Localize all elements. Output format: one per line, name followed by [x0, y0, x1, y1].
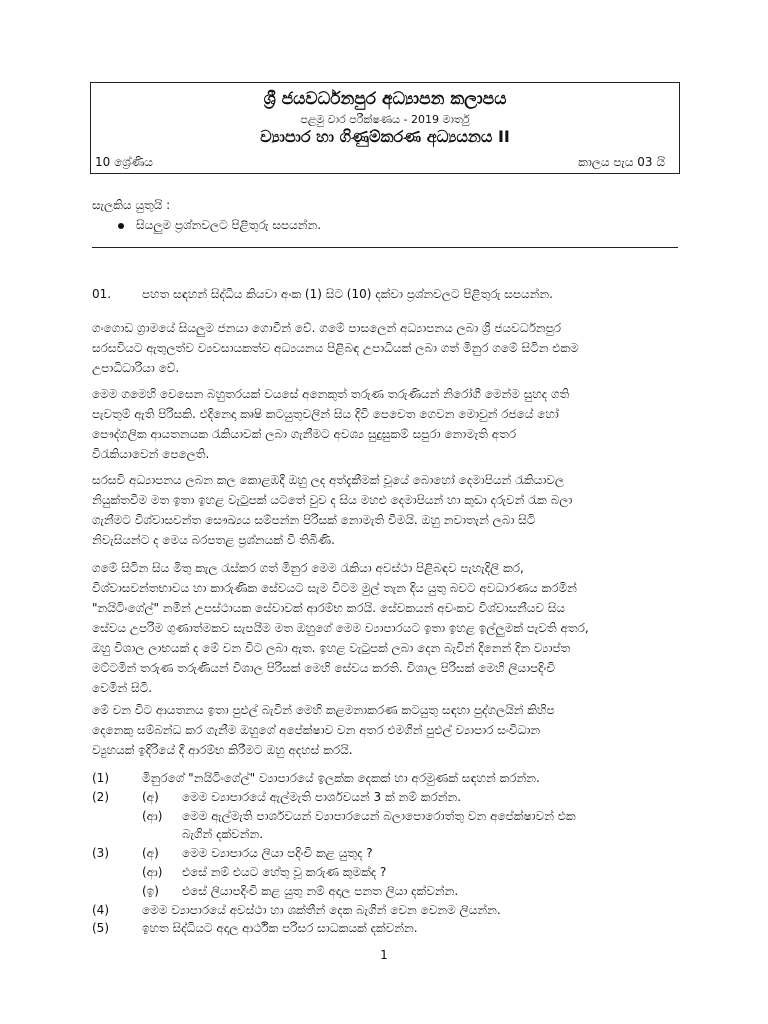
- paragraph-line: "නයිටිංගේල්" නමින් උපස්ථායක සේවාවක් ආරම්භ කරයි. සේවකයන් අවංකව විශ්වාසනීයව සිය: [92, 601, 566, 615]
- subquestion-part: (ඉ): [142, 884, 159, 898]
- subquestion-part: (අ): [142, 790, 159, 804]
- subquestion-text: මිනුරගේ "නයිටිංගේල්" ව්‍යාපාරයේ ඉලක්ක දෙකක් හා අරමුණක් සඳහන් කරන්න.: [142, 771, 540, 785]
- paragraph-line: සේවය උපරිම ගුණාත්මකව සැපයීම මත ඔහුගේ මෙම ව්‍යාපාරයට ඉතා ඉහළ ඉල්ලුමක් පැවති අතර,: [92, 621, 589, 635]
- time-label: කාලය පැය 03 යි: [578, 155, 665, 169]
- exam-name: පළමු වාර පරීක්ෂණය - 2019 මාර්තු: [300, 113, 470, 126]
- exam-header-box: [90, 82, 680, 174]
- paragraph-line: මට්ටමින් තරුණ තරුණියන් විශාල පිරිසක් මෙහි සේවය කරති. විශාල පිරිසක් මෙහි ලියාපදිංචි: [92, 661, 556, 675]
- subquestion-text: බැගින් දක්වන්න.: [182, 827, 264, 841]
- paragraph-5: [92, 700, 674, 760]
- divider: [92, 247, 678, 248]
- instruction-text: සියලුම ප්‍රශ්නවලට පිළිතුරු සපයන්න.: [136, 218, 322, 232]
- subquestion-number: (5): [92, 921, 109, 935]
- paragraph-line: සරසවියට ඇතුලත්ව ව්‍යවසායකත්ව අධ්‍යයනය පිළිබඳ උපාධියක් ලබා ගත් මිනුර ගමේ සිටින එකම: [92, 341, 579, 355]
- subquestion-text: මෙම ව්‍යාපාරය ලියා පදිංචි කළ යුතුද ?: [182, 846, 373, 860]
- paragraph-line: විශ්වාසවන්තභාවය හා කාරුණික සේවයට සැම විටම මුල් තැන දිය යුතු බවට අවධාරණය කරමින්: [92, 581, 577, 595]
- paragraph-line: ව්‍යුහයක් ඉදිරියේ දී ආරම්භ කිරීමට ඔහු අදහස් කරයි.: [92, 743, 353, 757]
- subject-title: ව්‍යාපාර හා ගිණුම්කරණ අධ්‍යයනය II: [260, 127, 510, 146]
- subquestion-text: ඉහත සිද්ධියට අදාල ආර්ථික පරිසර සාධකයක් දක්වන්න.: [142, 921, 418, 935]
- paragraph-line: මේ වන විට ආයතනය ඉතා පුළුල් බැවින් මෙහි කළමනාකරණ කටයුතු සඳහා පුද්ගලයින් කිහිප: [92, 703, 555, 717]
- subquestion-text: එසේ ලියාපදිංචි කළ යුතු නම් අදාල පනත ලියා දක්වන්න.: [182, 884, 459, 898]
- paragraph-4: [92, 558, 674, 698]
- paragraph-line: මෙම ගමෙහි වෙසෙන බහුතරයක් වයසේ අනෙකුත් තරුණ තරුණියන් නිරෝගී මෙන්ම සුහද ගති: [92, 387, 570, 401]
- paragraph-1: [92, 318, 674, 378]
- grade-label: 10 ශ්‍රේණිය: [95, 155, 153, 169]
- subquestion-number: (3): [92, 846, 109, 860]
- subquestion-part: (ආ): [142, 865, 163, 879]
- paragraph-line: දෙනෙකු සම්බන්ධ කර ගැනීම ඔහුගේ අපේක්ෂාව වන අතර එමගින් පුළුල් ව්‍යාපාර සංවිධාන: [92, 723, 541, 737]
- question-instruction: පහත සඳහන් සිද්ධිය කියවා අංක (1) සිට (10) දක්වා ප්‍රශ්නවලට පිළිතුරු සපයන්න.: [142, 287, 553, 301]
- paragraph-2: [92, 384, 674, 464]
- paragraph-3: [92, 470, 674, 550]
- paragraph-line: පෞද්ගලික ආයතනයක රැකියාවක් ලබා ගැනීමට අවශ්‍ය සුදුසුකම් සපුරා නොමැති අතර: [92, 427, 517, 441]
- paragraph-line: වෙමින් සිටී.: [92, 681, 153, 695]
- subquestion-text: මෙම ඇල්මැති පාර්ශවයන් ව්‍යාපාරයෙන් බලාපොරොත්තු වන අපේක්ෂාවන් එක: [182, 809, 576, 823]
- paragraph-line: සරසවි අධ්‍යාපනය ලබන කල කොළඹදී ඔහු ලද අත්දැකීමක් වූයේ බොහෝ දෙමාපියන් රැකියාවල: [92, 473, 565, 487]
- subquestion-part: (ආ): [142, 809, 163, 823]
- paragraph-line: ඔහු විශාල ලාභයක් ද මේ වන විට ලබා ඇත. ඉහළ වැටුපක් ලබා දෙන බැවින් දිනෙන් දින ව්‍යාප්ත: [92, 641, 571, 655]
- paragraph-line: විරැකියාවෙන් පෙලෙති.: [92, 447, 210, 461]
- page-number: 1: [380, 948, 388, 962]
- subquestion-text: එසේ නම් එයට හේතු වූ කරුණ කුමක්ද ?: [182, 865, 387, 879]
- subquestion-part: (අ): [142, 846, 159, 860]
- subquestion-number: (4): [92, 903, 109, 917]
- paragraph-line: නියුක්තවීම මත ඉතා ඉහළ වැටුපක් යටතේ වුව ද සිය මහළු දෙමාපියන් හා කුඩා දරුවන් රැක බලා: [92, 493, 573, 507]
- zone-title: ශ්‍රී ජයවර්ධනපුර අධ්‍යාපන කලාපය: [263, 89, 507, 109]
- paragraph-line: උපාධිධාරියා වේ.: [92, 361, 180, 375]
- question-number: 01.: [92, 287, 112, 301]
- paragraph-line: නිවැසියන්ට ද මෙය බරපතළ ප්‍රශ්නයක් වී තිබිණි.: [92, 533, 335, 547]
- subquestion-text: මෙම ව්‍යාපාරයේ අවස්ථා හා ශක්තීන් දෙක බැගින් වෙන වෙනම ලියන්න.: [142, 903, 501, 917]
- instruction-bullet: [118, 218, 321, 233]
- paragraph-line: ගංගොඩ ග්‍රාමයේ සියලුම ජනයා ගොවීන් වේ. ගමේ පාසලෙන් අධ්‍යාපනය ලබා ශ්‍රී ජයවර්ධනපුර: [92, 321, 562, 335]
- subquestion-text: මෙම ව්‍යාපාරයේ ඇල්මැති පාර්ශවයන් 3 ක් නම් කරන්න.: [182, 790, 462, 804]
- paragraph-line: ගමේ සිටින සිය මිතු කැල රැස්කර ගත් මිනුර මෙම රැකියා අවස්ථා පිළිබඳව පැහැදිලි කර,: [92, 561, 524, 575]
- subquestion-number: (2): [92, 790, 109, 804]
- paragraph-line: පැවතුම් ඇති පිරිසකි. එදිනෙදා කෘෂි කටයුතුවලින් සිය දිවි පෙවෙත ගෙවන මොවුන් රජයේ හෝ: [92, 407, 559, 421]
- instructions-title: සැලකිය යුතුයි :: [92, 198, 171, 212]
- paragraph-line: ගැනීමට විශ්වාසවන්ත සෞඛ්‍යය සම්පන්න පිරිසක් නොමැති වීමයි. ඔහු නවාතැන් ලබා සිටි: [92, 513, 536, 527]
- bullet-icon: [118, 223, 124, 229]
- subquestion-number: (1): [92, 771, 109, 785]
